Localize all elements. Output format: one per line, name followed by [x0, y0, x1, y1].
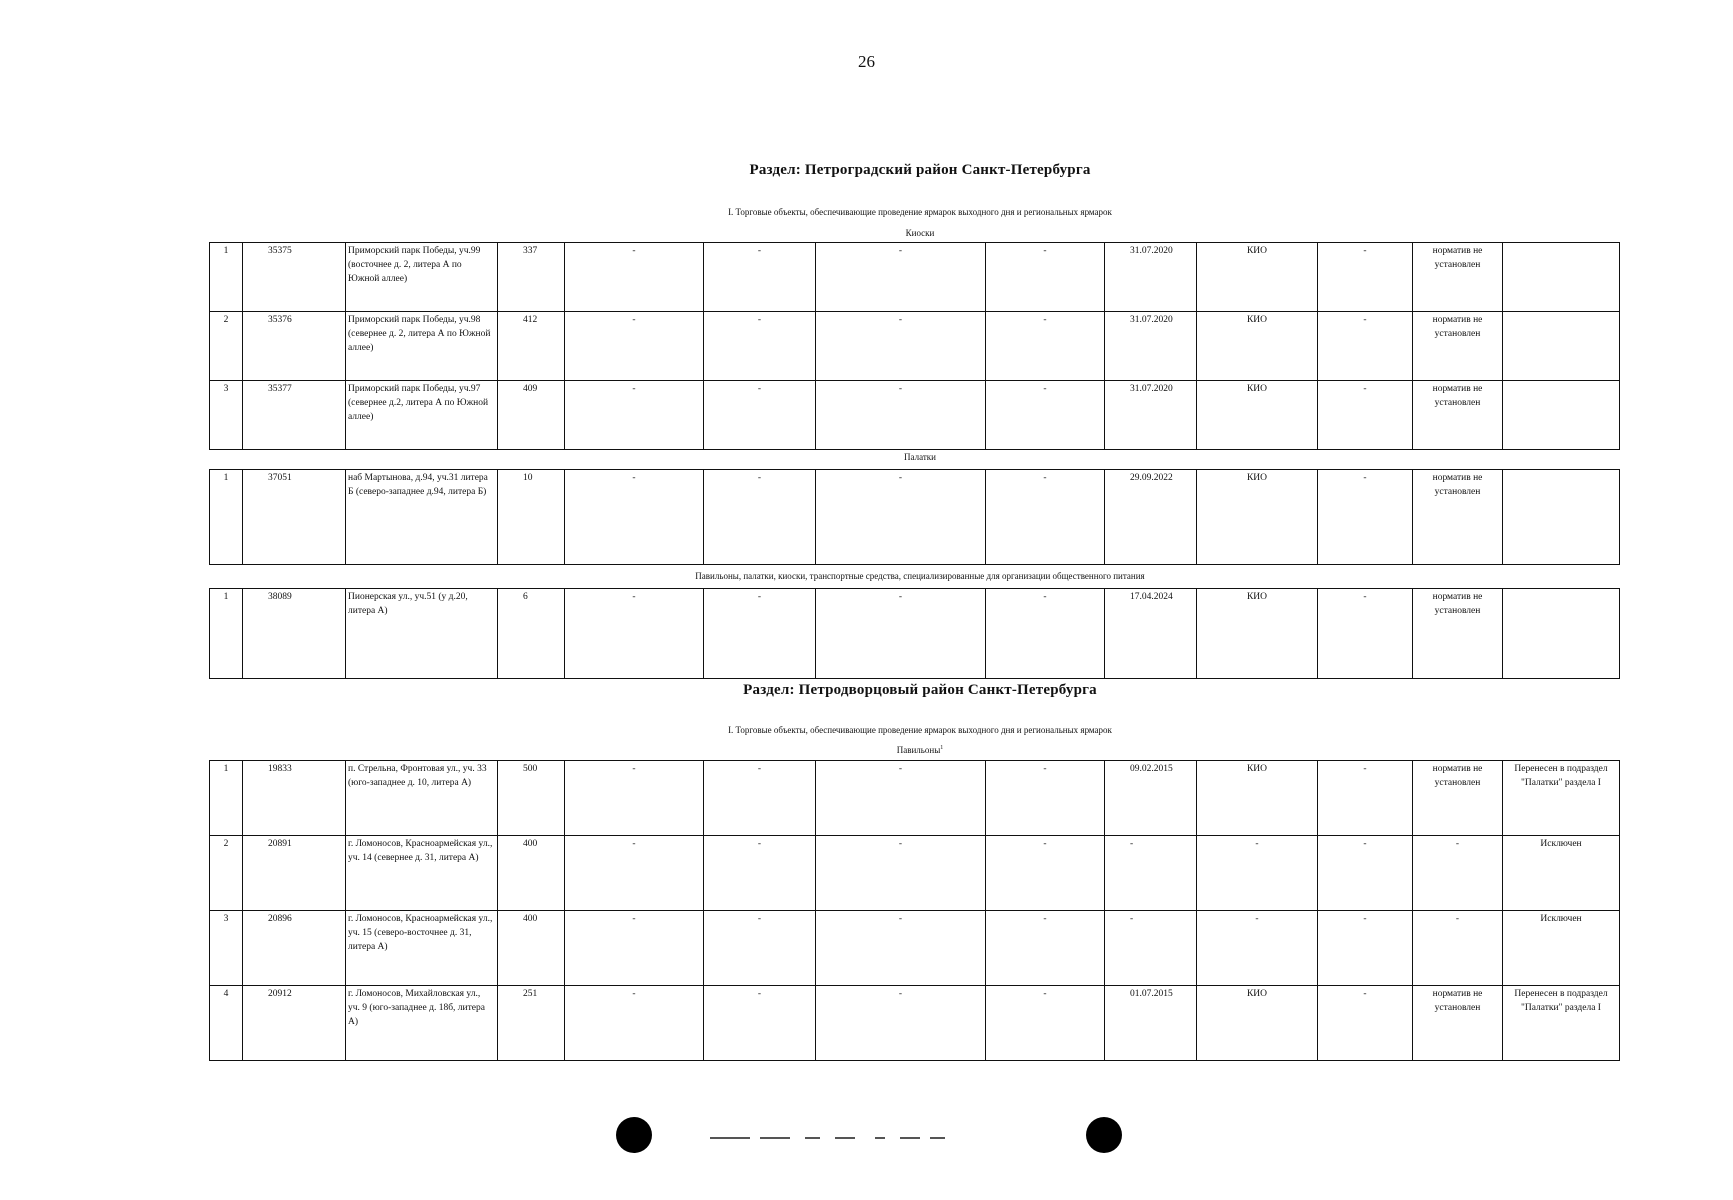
object-id-cell: 35376 [243, 312, 346, 381]
norm-cell: норматив не установлен [1413, 589, 1503, 679]
date-cell: 31.07.2020 [1105, 312, 1197, 381]
dash-cell: - [565, 589, 704, 679]
dash-cell: - [986, 243, 1105, 312]
scan-dash [760, 1137, 790, 1139]
address-cell: Приморский парк Победы, уч.97 (севернее д.2, литера А по Южной аллее) [346, 381, 498, 450]
address-cell: наб Мартынова, д.94, уч.31 литера Б (северо-западнее д.94, литера Б) [346, 470, 498, 565]
group-label-pavilions [0, 745, 1733, 755]
scan-dot-right [1086, 1117, 1122, 1153]
dash-cell: - [704, 589, 816, 679]
table-row [210, 589, 1620, 679]
norm-cell: норматив не установлен [1413, 381, 1503, 450]
table-kiosks [209, 242, 1620, 450]
norm-cell: норматив не установлен [1413, 986, 1503, 1061]
date-cell: 29.09.2022 [1105, 470, 1197, 565]
dash-cell: - [816, 986, 986, 1061]
scan-dash [835, 1137, 855, 1139]
norm-cell: - [1413, 836, 1503, 911]
section-title-petrodvortsovy: Раздел: Петродворцовый район Санкт-Петербурга [743, 682, 1097, 698]
owner-cell: КИО [1197, 381, 1318, 450]
address-cell: Пионерская ул., уч.51 (у д.20, литера А) [346, 589, 498, 679]
scan-dash [710, 1137, 750, 1139]
address-cell: Приморский парк Победы, уч.99 (восточнее д. 2, литера А по Южной аллее) [346, 243, 498, 312]
norm-cell: норматив не установлен [1413, 243, 1503, 312]
dash-cell: - [986, 312, 1105, 381]
note-cell [1503, 589, 1620, 679]
dash-cell: - [704, 986, 816, 1061]
address-cell: г. Ломоносов, Михайловская ул., уч. 9 (юго-западнее д. 18б, литера А) [346, 986, 498, 1061]
section-subtitle: I. Торговые объекты, обеспечивающие проведение ярмарок выходного дня и региональных ярмарок [728, 725, 1112, 735]
note-cell: Исключен [1503, 911, 1620, 986]
table-row [210, 836, 1620, 911]
area-cell: 400 [498, 836, 565, 911]
section-subtitle: I. Торговые объекты, обеспечивающие проведение ярмарок выходного дня и региональных ярмарок [728, 207, 1112, 217]
dash-cell: - [816, 836, 986, 911]
note-cell: Перенесен в подраздел "Палатки" раздела I [1503, 761, 1620, 836]
dash-cell: - [704, 836, 816, 911]
date-cell: - [1105, 911, 1197, 986]
scan-dash [930, 1137, 945, 1139]
dash-cell: - [816, 911, 986, 986]
scan-dash [900, 1137, 920, 1139]
table-row [210, 243, 1620, 312]
date-cell: - [1105, 836, 1197, 911]
object-id-cell: 35377 [243, 381, 346, 450]
address-cell: г. Ломоносов, Красноармейская ул., уч. 15 (северо-восточнее д. 31, литера А) [346, 911, 498, 986]
row-number-cell: 2 [210, 312, 243, 381]
owner-cell: КИО [1197, 986, 1318, 1061]
address-cell: п. Стрельна, Фронтовая ул., уч. 33 (юго-западнее д. 10, литера А) [346, 761, 498, 836]
dash-cell: - [986, 836, 1105, 911]
dash-cell: - [816, 470, 986, 565]
dash-cell: - [816, 381, 986, 450]
dash-cell: - [565, 470, 704, 565]
dash-cell: - [1318, 761, 1413, 836]
scan-dot-left [616, 1117, 652, 1153]
note-cell [1503, 470, 1620, 565]
owner-cell: - [1197, 836, 1318, 911]
owner-cell: КИО [1197, 589, 1318, 679]
table-catering [209, 588, 1620, 679]
date-cell: 31.07.2020 [1105, 243, 1197, 312]
row-number-cell: 3 [210, 381, 243, 450]
dash-cell: - [565, 986, 704, 1061]
object-id-cell: 35375 [243, 243, 346, 312]
table-row [210, 761, 1620, 836]
dash-cell: - [1318, 381, 1413, 450]
page-number: 26 [858, 52, 875, 71]
object-id-cell: 38089 [243, 589, 346, 679]
row-number-cell: 1 [210, 243, 243, 312]
owner-cell: - [1197, 911, 1318, 986]
table-row [210, 470, 1620, 565]
object-id-cell: 20896 [243, 911, 346, 986]
dash-cell: - [704, 761, 816, 836]
dash-cell: - [816, 243, 986, 312]
table-row [210, 381, 1620, 450]
dash-cell: - [986, 761, 1105, 836]
norm-cell: - [1413, 911, 1503, 986]
note-cell [1503, 312, 1620, 381]
scan-dash [875, 1137, 885, 1139]
norm-cell: норматив не установлен [1413, 470, 1503, 565]
area-cell: 412 [498, 312, 565, 381]
dash-cell: - [986, 986, 1105, 1061]
owner-cell: КИО [1197, 312, 1318, 381]
dash-cell: - [816, 761, 986, 836]
dash-cell: - [704, 470, 816, 565]
note-cell [1503, 381, 1620, 450]
area-cell: 337 [498, 243, 565, 312]
area-cell: 409 [498, 381, 565, 450]
dash-cell: - [565, 243, 704, 312]
row-number-cell: 2 [210, 836, 243, 911]
group-label-catering: Павильоны, палатки, киоски, транспортные средства, специализированные для организации общественного питания [695, 571, 1145, 581]
address-cell: Приморский парк Победы, уч.98 (севернее д. 2, литера А по Южной аллее) [346, 312, 498, 381]
note-cell [1503, 243, 1620, 312]
note-cell: Исключен [1503, 836, 1620, 911]
dash-cell: - [1318, 911, 1413, 986]
table-row [210, 911, 1620, 986]
dash-cell: - [986, 589, 1105, 679]
scan-dash [805, 1137, 820, 1139]
dash-cell: - [1318, 836, 1413, 911]
row-number-cell: 4 [210, 986, 243, 1061]
date-cell: 17.04.2024 [1105, 589, 1197, 679]
group-label-kiosks: Киоски [905, 228, 935, 238]
area-cell: 251 [498, 986, 565, 1061]
dash-cell: - [1318, 589, 1413, 679]
dash-cell: - [565, 911, 704, 986]
area-cell: 400 [498, 911, 565, 986]
dash-cell: - [1318, 986, 1413, 1061]
dash-cell: - [565, 836, 704, 911]
dash-cell: - [986, 470, 1105, 565]
footnote-marker: 1 [940, 745, 944, 751]
owner-cell: КИО [1197, 470, 1318, 565]
dash-cell: - [704, 911, 816, 986]
dash-cell: - [1318, 312, 1413, 381]
area-cell: 500 [498, 761, 565, 836]
owner-cell: КИО [1197, 243, 1318, 312]
row-number-cell: 1 [210, 589, 243, 679]
section-title-petrogradsky: Раздел: Петроградский район Санкт-Петербурга [749, 162, 1091, 178]
row-number-cell: 1 [210, 470, 243, 565]
dash-cell: - [1318, 243, 1413, 312]
dash-cell: - [816, 589, 986, 679]
address-cell: г. Ломоносов, Красноармейская ул., уч. 14 (севернее д. 31, литера А) [346, 836, 498, 911]
row-number-cell: 1 [210, 761, 243, 836]
dash-cell: - [986, 911, 1105, 986]
norm-cell: норматив не установлен [1413, 761, 1503, 836]
dash-cell: - [704, 243, 816, 312]
date-cell: 09.02.2015 [1105, 761, 1197, 836]
area-cell: 6 [498, 589, 565, 679]
table-row [210, 986, 1620, 1061]
dash-cell: - [986, 381, 1105, 450]
dash-cell: - [565, 381, 704, 450]
group-label-text: Павильоны [896, 745, 941, 755]
row-number-cell: 3 [210, 911, 243, 986]
date-cell: 31.07.2020 [1105, 381, 1197, 450]
object-id-cell: 20891 [243, 836, 346, 911]
dash-cell: - [704, 381, 816, 450]
dash-cell: - [565, 312, 704, 381]
table-tents [209, 469, 1620, 565]
norm-cell: норматив не установлен [1413, 312, 1503, 381]
object-id-cell: 19833 [243, 761, 346, 836]
scan-marks [0, 1110, 1733, 1170]
group-label-tents: Палатки [904, 452, 936, 462]
dash-cell: - [816, 312, 986, 381]
table-row [210, 312, 1620, 381]
object-id-cell: 37051 [243, 470, 346, 565]
owner-cell: КИО [1197, 761, 1318, 836]
note-cell: Перенесен в подраздел "Палатки" раздела I [1503, 986, 1620, 1061]
dash-cell: - [565, 761, 704, 836]
dash-cell: - [704, 312, 816, 381]
dash-cell: - [1318, 470, 1413, 565]
date-cell: 01.07.2015 [1105, 986, 1197, 1061]
table-pavilions [209, 760, 1620, 1061]
area-cell: 10 [498, 470, 565, 565]
object-id-cell: 20912 [243, 986, 346, 1061]
